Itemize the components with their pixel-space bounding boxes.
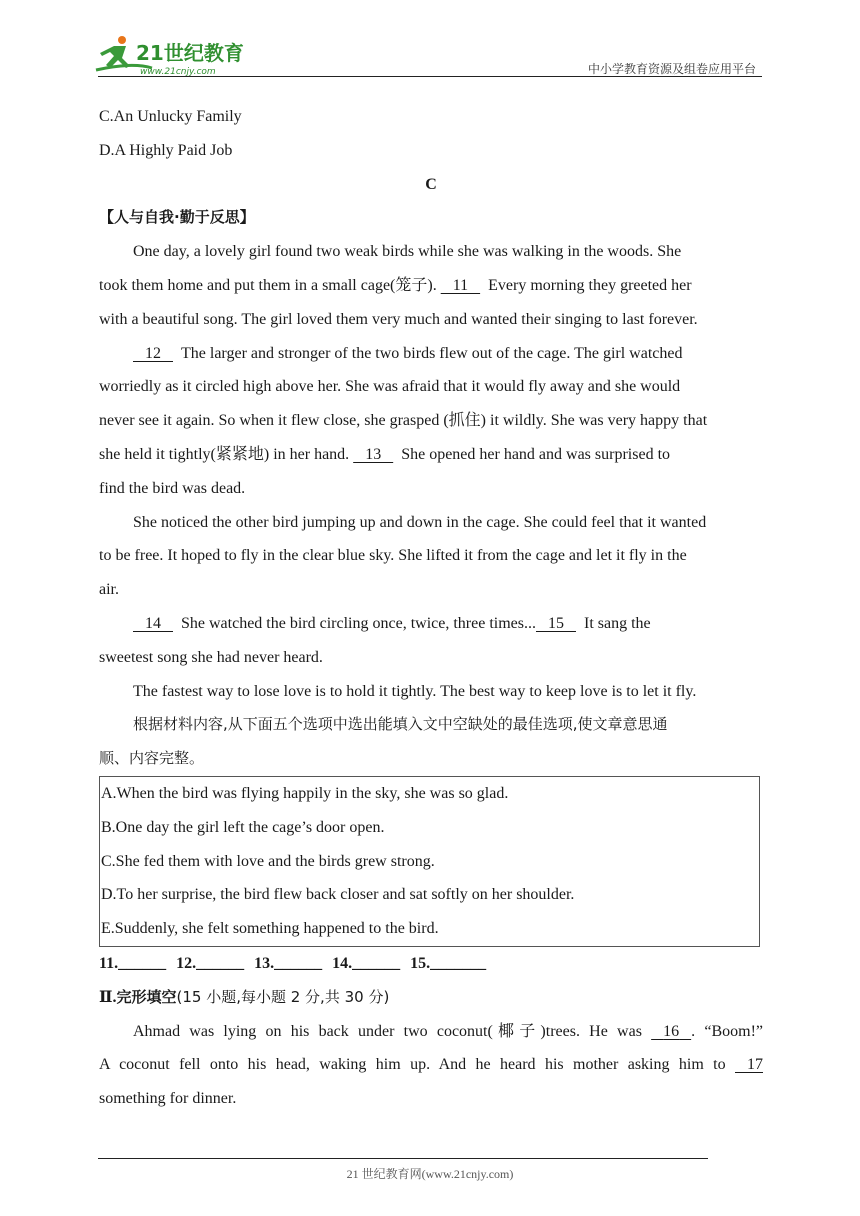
blank-12[interactable]: 12: [133, 344, 173, 362]
passage-line: worriedly as it circled high above her. She was afraid that it would fly away and she would: [99, 378, 681, 396]
passage-line: to be free. It hoped to fly in the clear blue sky. She lifted it from the cage and let it fly in the: [99, 547, 687, 565]
answer-15[interactable]: 15._______: [410, 954, 487, 972]
blank-13[interactable]: 13: [353, 445, 394, 463]
document-body: [99, 100, 763, 1116]
section-2-roman: Ⅱ.: [99, 988, 117, 1006]
answer-11[interactable]: 11.______: [99, 954, 167, 972]
page-header: [0, 0, 860, 80]
cloze-line-2: A coconut fell onto his head, waking him up. And he heard his mother asking him to 17: [99, 1048, 763, 1082]
passage-line: The fastest way to lose love is to hold it tightly. The best way to keep love is to let it fly.: [133, 682, 697, 700]
footer-text: 21 世纪教育网(www.21cnjy.com): [346, 1167, 514, 1181]
passage-line: She noticed the other bird jumping up and down in the cage. She could feel that it wanted: [133, 513, 707, 531]
section-theme: 【人与自我·勤于反思】: [99, 208, 255, 227]
blank-17[interactable]: 17: [747, 1056, 763, 1074]
option-a: A.When the bird was flying happily in the sky, she was so glad.: [101, 784, 509, 802]
cloze-line-3: something for dinner.: [99, 1090, 237, 1108]
section-2-note: (15 小题,每小题 2 分,共 30 分): [176, 987, 390, 1006]
blank-14[interactable]: 14: [133, 614, 173, 632]
option-c: C.An Unlucky Family: [99, 108, 242, 125]
answer-12[interactable]: 12.______: [176, 954, 245, 972]
passage-line: 12 The larger and stronger of the two birds flew out of the cage. The girl watched: [99, 337, 763, 371]
answer-blanks: [99, 947, 763, 981]
section-2-heading: [99, 981, 763, 1015]
passage-line: never see it again. So when it flew close, she grasped (抓住) it wildly. She was very happy that: [99, 412, 708, 430]
passage-line: find the bird was dead.: [99, 479, 246, 497]
option-d: D.A Highly Paid Job: [99, 141, 233, 159]
passage-line: air.: [99, 581, 119, 599]
instruction-line-2: 顺、内容完整。: [99, 749, 205, 768]
site-logo: [92, 34, 262, 78]
option-c: C.She fed them with love and the birds grew strong.: [101, 852, 435, 870]
blank-11[interactable]: 11: [440, 276, 481, 294]
passage-line: she held it tightly(紧紧地) in her hand. 13 She opened her hand and was surprised to: [99, 438, 763, 472]
section-letter: C: [425, 175, 437, 193]
passage-line: 14 She watched the bird circling once, twice, three times... 15 It sang the: [99, 607, 763, 641]
passage-line: took them home and put them in a small cage(笼子). 11 Every morning they greeted her: [99, 269, 763, 303]
answer-13[interactable]: 13.______: [254, 954, 323, 972]
svg-text:www.21cnjy.com: www.21cnjy.com: [140, 67, 216, 77]
options-box: [99, 776, 760, 947]
blank-16[interactable]: 16: [663, 1022, 680, 1040]
header-platform-name: 中小学教育资源及组卷应用平台: [587, 62, 756, 76]
svg-text:21世纪教育: 21世纪教育: [136, 41, 244, 65]
cloze-line-1: Ahmad was lying on his back under two coconut(椰子)trees. He was 16 . “Boom!”: [99, 1015, 763, 1049]
instruction-line-1: 根据材料内容,从下面五个选项中选出能填入文中空缺处的最佳选项,使文章意思通: [133, 715, 668, 734]
option-b: B.One day the girl left the cage’s door open.: [101, 818, 385, 836]
footer-divider: [98, 1158, 708, 1159]
blank-15[interactable]: 15: [535, 614, 576, 632]
passage: [99, 235, 763, 708]
answer-14[interactable]: 14.______: [332, 954, 401, 972]
header-divider: [98, 76, 762, 77]
passage-line: sweetest song she had never heard.: [99, 648, 323, 666]
passage-line: with a beautiful song. The girl loved them very much and wanted their singing to last forever.: [99, 310, 698, 328]
section-2-title: 完形填空: [116, 987, 177, 1006]
option-d: D.To her surprise, the bird flew back closer and sat softly on her shoulder.: [101, 886, 575, 904]
passage-line: One day, a lovely girl found two weak birds while she was walking in the woods. She: [133, 243, 682, 261]
option-e: E.Suddenly, she felt something happened to the bird.: [101, 920, 439, 938]
